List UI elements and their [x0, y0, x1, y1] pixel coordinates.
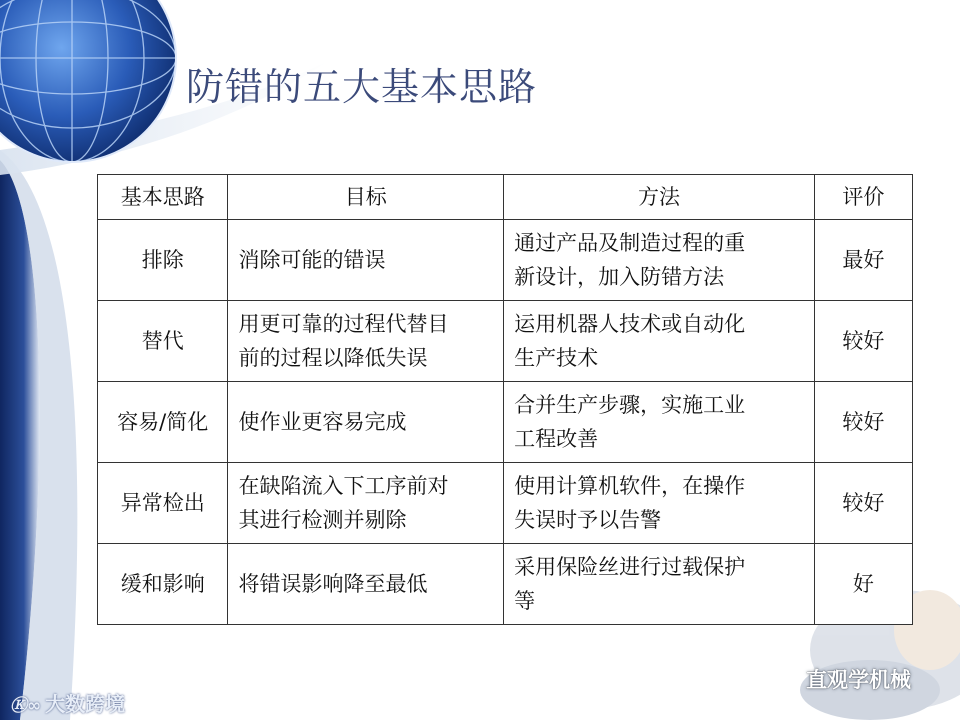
- header-goal: 目标: [228, 175, 504, 220]
- cell-goal: [228, 463, 504, 544]
- watermark-logo: Ⓚ∞: [10, 696, 42, 716]
- cell-goal: [228, 382, 504, 463]
- cell-idea: 缓和影响: [98, 544, 228, 625]
- cell-goal: [228, 220, 504, 301]
- method-line: 新设计，加入防错方法: [514, 265, 725, 289]
- table-row: [98, 544, 913, 625]
- watermark-left: [10, 688, 125, 717]
- method-line: 运用机器人技术或自动化: [514, 312, 746, 336]
- cell-idea: 异常检出: [98, 463, 228, 544]
- table-row: [98, 463, 913, 544]
- cell-method: [504, 544, 815, 625]
- table-header-row: [98, 175, 913, 220]
- cell-goal: [228, 544, 504, 625]
- cell-method: [504, 382, 815, 463]
- table-row: [98, 301, 913, 382]
- header-eval: 评价: [814, 175, 912, 220]
- method-line: 合并生产步骤，实施工业: [514, 393, 746, 417]
- method-line: 使用计算机软件，在操作: [514, 474, 746, 498]
- cell-method: [504, 301, 815, 382]
- wechat-chat-icon: [764, 664, 798, 694]
- method-line: 等: [514, 589, 536, 613]
- watermark-right: [764, 664, 911, 694]
- cell-idea: 替代: [98, 301, 228, 382]
- cell-method: [504, 463, 815, 544]
- cell-idea: 容易/简化: [98, 382, 228, 463]
- table-row: [98, 220, 913, 301]
- goal-line: 消除可能的错误: [238, 248, 386, 272]
- table-row: [98, 382, 913, 463]
- cell-eval: 好: [814, 544, 912, 625]
- goal-line: 将错误影响降至最低: [238, 572, 428, 596]
- header-idea: 基本思路: [98, 175, 228, 220]
- method-line: 通过产品及制造过程的重: [514, 231, 746, 255]
- cell-goal: [228, 301, 504, 382]
- goal-line: 前的过程以降低失误: [238, 346, 428, 370]
- prevention-table: [97, 174, 913, 625]
- goal-line: 其进行检测并剔除: [238, 508, 407, 532]
- method-line: 失误时予以告警: [514, 508, 662, 532]
- cell-eval: 最好: [814, 220, 912, 301]
- slide-title: 防错的五大基本思路: [186, 65, 538, 109]
- method-line: 采用保险丝进行过载保护: [514, 555, 746, 579]
- watermark-left-text: 大数跨境: [45, 692, 126, 716]
- cell-idea: 排除: [98, 220, 228, 301]
- watermark-right-text: 直观学机械: [806, 668, 911, 692]
- header-method: 方法: [504, 175, 815, 220]
- method-line: 生产技术: [514, 346, 599, 370]
- cell-eval: 较好: [814, 301, 912, 382]
- cell-method: [504, 220, 815, 301]
- cell-eval: 较好: [814, 382, 912, 463]
- goal-line: 在缺陷流入下工序前对: [238, 474, 449, 498]
- goal-line: 使作业更容易完成: [238, 410, 407, 434]
- cell-eval: 较好: [814, 463, 912, 544]
- method-line: 工程改善: [514, 427, 599, 451]
- goal-line: 用更可靠的过程代替目: [238, 312, 449, 336]
